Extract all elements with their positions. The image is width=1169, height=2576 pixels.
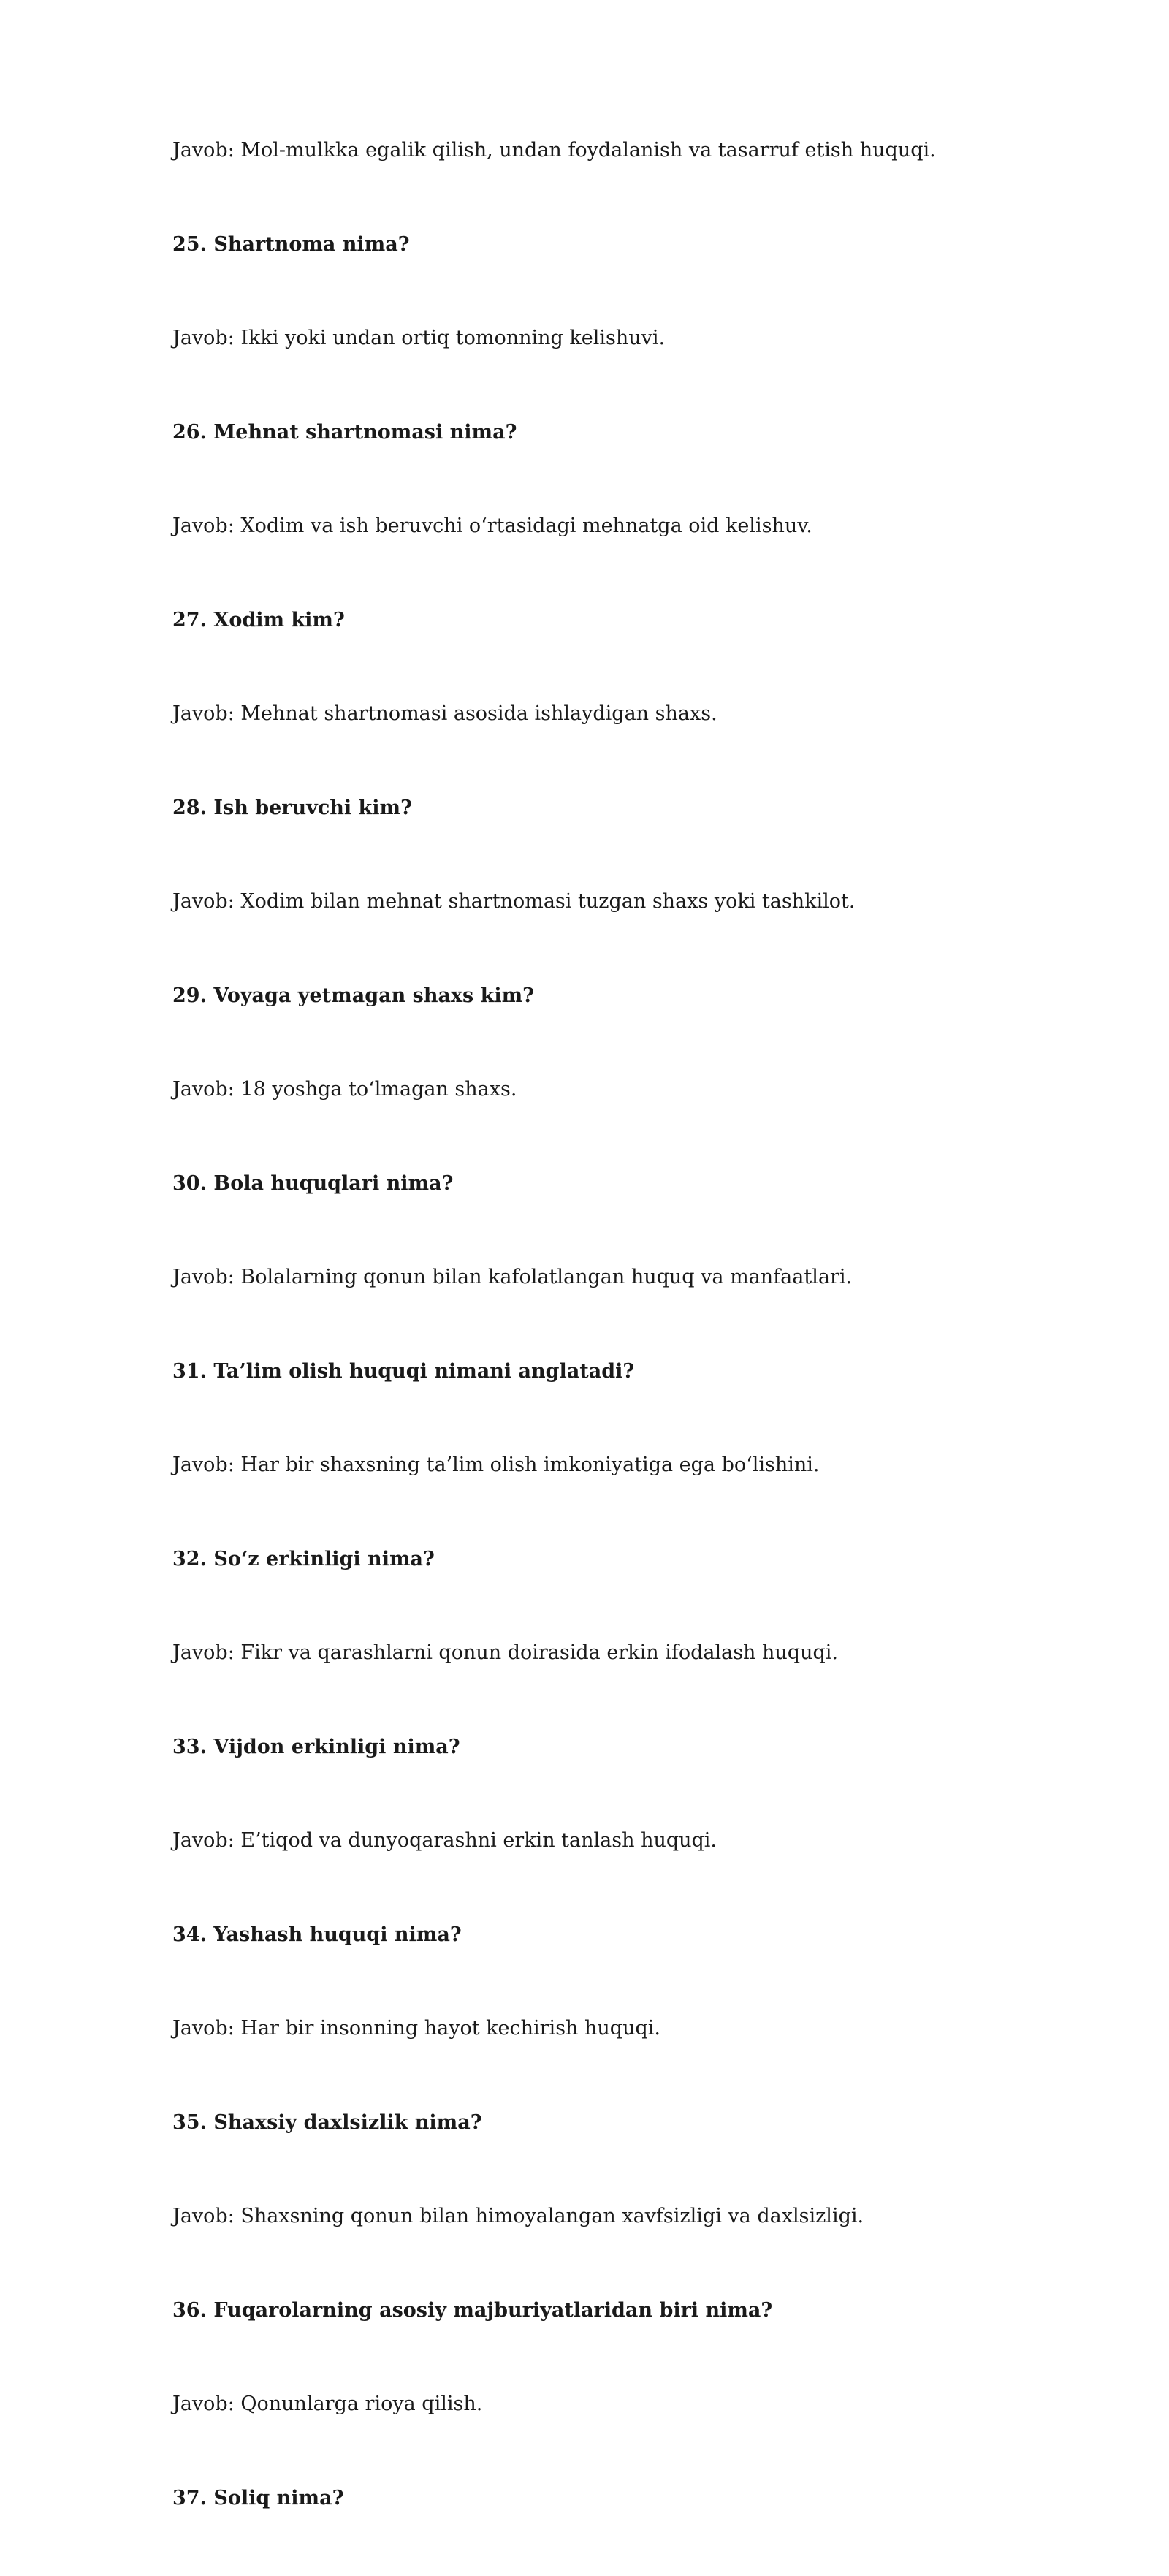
question-heading: 32. So‘z erkinligi nima? bbox=[172, 1543, 1035, 1638]
question-heading: 29. Voyaga yetmagan shaxs kim? bbox=[172, 980, 1035, 1074]
answer-text: Javob: Shaxsning qonun bilan himoyalangan xavfsizligi va daxlsizligi. bbox=[172, 2200, 1035, 2295]
question-heading: 30. Bola huquqlari nima? bbox=[172, 1168, 1035, 1262]
question-heading: 35. Shaxsiy daxlsizlik nima? bbox=[172, 2107, 1035, 2201]
question-heading: 26. Mehnat shartnomasi nima? bbox=[172, 417, 1035, 511]
answer-text: Javob: Mol-mulkka egalik qilish, undan foydalanish va tasarruf etish huquqi. bbox=[172, 134, 1035, 229]
answer-text: Javob: Bolalarning qonun bilan kafolatlangan huquq va manfaatlari. bbox=[172, 1261, 1035, 1356]
answer-text: Javob: Qonunlarga rioya qilish. bbox=[172, 2388, 1035, 2482]
question-heading: 34. Yashash huquqi nima? bbox=[172, 1919, 1035, 2013]
answer-text: Javob: Ikki yoki undan ortiq tomonning kelishuvi. bbox=[172, 322, 1035, 417]
question-heading: 33. Vijdon erkinligi nima? bbox=[172, 1731, 1035, 1825]
question-heading: 37. Soliq nima? bbox=[172, 2482, 1035, 2576]
answer-text: Javob: Mehnat shartnomasi asosida ishlaydigan shaxs. bbox=[172, 698, 1035, 792]
answer-text: Javob: 18 yoshga to‘lmagan shaxs. bbox=[172, 1074, 1035, 1168]
answer-text: Javob: Xodim va ish beruvchi o‘rtasidagi mehnatga oid kelishuv. bbox=[172, 510, 1035, 604]
answer-text: Javob: E’tiqod va dunyoqarashni erkin tanlash huquqi. bbox=[172, 1825, 1035, 1919]
answer-text: Javob: Har bir insonning hayot kechirish huquqi. bbox=[172, 2013, 1035, 2107]
question-heading: 36. Fuqarolarning asosiy majburiyatlaridan biri nima? bbox=[172, 2295, 1035, 2389]
question-heading: 31. Ta’lim olish huquqi nimani anglatadi? bbox=[172, 1356, 1035, 1450]
document-page bbox=[172, 134, 1035, 2576]
answer-text: Javob: Fikr va qarashlarni qonun doirasida erkin ifodalash huquqi. bbox=[172, 1637, 1035, 1731]
question-heading: 25. Shartnoma nima? bbox=[172, 229, 1035, 323]
answer-text: Javob: Har bir shaxsning ta’lim olish imkoniyatiga ega bo‘lishini. bbox=[172, 1449, 1035, 1543]
answer-text: Javob: Xodim bilan mehnat shartnomasi tuzgan shaxs yoki tashkilot. bbox=[172, 886, 1035, 980]
question-heading: 27. Xodim kim? bbox=[172, 604, 1035, 699]
question-heading: 28. Ish beruvchi kim? bbox=[172, 792, 1035, 886]
